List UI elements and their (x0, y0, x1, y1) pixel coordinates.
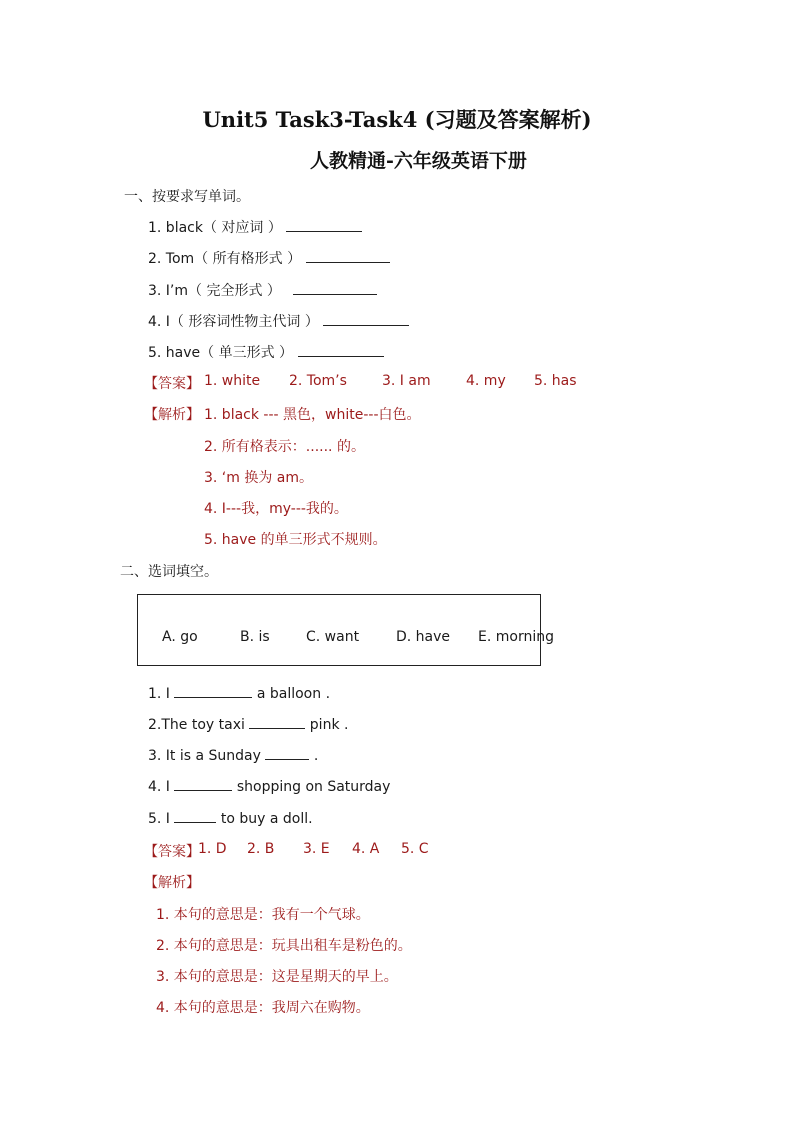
explanation-tag: 【解析】 (144, 407, 200, 423)
question-text: 5. have（ 单三形式 ） (148, 345, 294, 361)
word-option: A. go (162, 629, 198, 645)
word-option: B. is (240, 629, 270, 645)
section2-question (148, 810, 313, 827)
document-subtitle: 人教精通-六年级英语下册 (310, 150, 527, 172)
question-prefix: 3. It is a Sunday (148, 748, 266, 764)
answer-blank (249, 716, 305, 729)
section1-question (148, 311, 409, 331)
question-suffix: . (309, 748, 319, 764)
answer-item: 4. A (352, 841, 380, 857)
answer-item: 1. D (198, 841, 227, 857)
question-text: 2. Tom（ 所有格形式 ） (148, 251, 302, 267)
explanation-line: 3. 本句的意思是：这是星期天的早上。 (156, 969, 398, 985)
answer-blank (174, 778, 232, 791)
question-suffix: to buy a doll. (216, 811, 313, 827)
explanation-line: 1. black --- 黑色，white---白色。 (204, 407, 421, 423)
question-suffix: shopping on Saturday (232, 779, 391, 795)
answer-item: 2. Tom’s (289, 373, 347, 389)
answer-item: 4. my (466, 373, 506, 389)
word-option: D. have (396, 629, 451, 645)
answer-tag: 【答案】 (144, 844, 200, 860)
question-prefix: 1. I (148, 686, 175, 702)
question-text: 4. I（ 形容词性物主代词 ） (148, 314, 319, 330)
section2-question (148, 778, 390, 795)
answer-blank (286, 219, 362, 232)
section1-heading: 一、按要求写单词。 (124, 189, 250, 205)
question-suffix: pink . (305, 717, 349, 733)
answer-blank (298, 344, 384, 357)
question-text: 3. I’m（ 完全形式 ） (148, 283, 281, 299)
section1-question (148, 280, 377, 300)
explanation-tag: 【解析】 (144, 875, 200, 891)
question-prefix: 4. I (148, 779, 175, 795)
word-option: E. morning (478, 629, 554, 645)
explanation-line: 1. 本句的意思是：我有一个气球。 (156, 907, 370, 923)
section2-question (148, 716, 348, 733)
explanation-line: 3. ‘m 换为 am。 (204, 470, 314, 486)
answer-blank (293, 282, 377, 295)
section1-question (148, 342, 384, 362)
answer-blank (174, 685, 252, 698)
answer-item: 3. E (303, 841, 330, 857)
answer-item: 1. white (204, 373, 261, 389)
question-prefix: 2.The toy taxi (148, 717, 250, 733)
answer-item: 2. B (247, 841, 275, 857)
answer-tag: 【答案】 (144, 376, 200, 392)
section2-heading: 二、选词填空。 (120, 564, 218, 580)
document-title: Unit5 Task3-Task4 (习题及答案解析) (202, 107, 592, 132)
section2-question (148, 747, 318, 764)
question-text: 1. black（ 对应词 ） (148, 220, 282, 236)
explanation-line: 2. 所有格表示：...... 的。 (204, 439, 365, 455)
answer-item: 5. has (534, 373, 577, 389)
explanation-line: 2. 本句的意思是：玩具出租车是粉色的。 (156, 938, 412, 954)
answer-item: 3. I am (382, 373, 431, 389)
question-suffix: a balloon . (252, 686, 331, 702)
word-option: C. want (306, 629, 360, 645)
question-prefix: 5. I (148, 811, 175, 827)
answer-blank (265, 747, 309, 760)
explanation-line: 4. 本句的意思是：我周六在购物。 (156, 1000, 370, 1016)
explanation-line: 5. have 的单三形式不规则。 (204, 532, 387, 548)
section1-question (148, 248, 390, 268)
answer-blank (323, 313, 409, 326)
section2-question (148, 685, 330, 702)
explanation-line: 4. I---我，my---我的。 (204, 501, 348, 517)
section1-question (148, 217, 362, 237)
answer-item: 5. C (401, 841, 429, 857)
answer-blank (174, 810, 216, 823)
answer-blank (306, 250, 390, 263)
